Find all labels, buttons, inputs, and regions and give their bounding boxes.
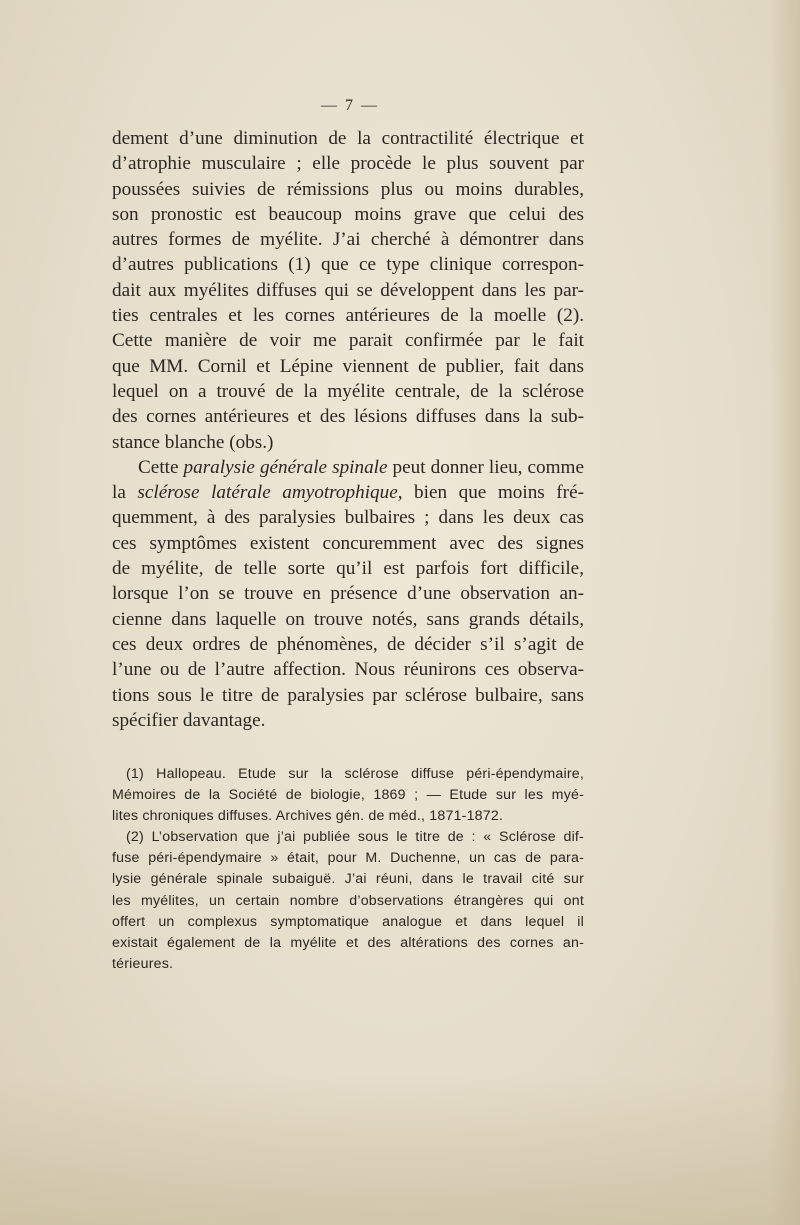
text-line: lorsque l’on se trouve en présence d’une observation an-: [112, 583, 584, 605]
text-line: [112, 455, 584, 480]
paragraph-1: [112, 126, 584, 455]
emphasis-text: paralysie générale spinale: [183, 456, 388, 478]
text-line: cienne dans laquelle on trouve notés, sans grands détails,: [112, 608, 584, 630]
footnote-line: térieures.: [112, 955, 174, 972]
text-line: ties centrales et les cornes antérieures de la moelle (2).: [112, 305, 584, 327]
text-line: l’une ou de l’autre affection. Nous réunirons ces observa-: [112, 659, 584, 681]
footnote-line: (1) Hallopeau. Etude sur la sclérose diffuse péri-épendymaire,: [126, 766, 584, 782]
text-line: [112, 480, 584, 505]
text-line: de myélite, de telle sorte qu’il est parfois fort difficile,: [112, 558, 584, 580]
footnote-line: existait également de la myélite et des altérations des cornes an-: [112, 934, 584, 951]
text-line: tions sous le titre de paralysies par sclérose bulbaire, sans: [112, 684, 584, 706]
text-line: poussées suivies de rémissions plus ou moins durables,: [112, 178, 584, 200]
text-fragment: la: [112, 482, 138, 504]
text-line: lequel on a trouvé de la myélite centrale, de la sclérose: [112, 380, 584, 402]
text-line: dait aux myélites diffuses qui se développent dans les par-: [112, 279, 584, 301]
text-fragment: peut donner lieu, comme: [387, 456, 584, 478]
text-fragment: Cette: [138, 456, 184, 478]
text-line: ces deux ordres de phénomènes, de décider s’il s’agit de: [112, 633, 584, 655]
text-line: quemment, à des paralysies bulbaires ; dans les deux cas: [112, 507, 584, 529]
text-line: ces symptômes existent concuremment avec des signes: [112, 532, 584, 554]
text-line: dement d’une diminution de la contractilité électrique et: [112, 128, 584, 149]
footnote-line: (2) L’observation que j’ai publiée sous le titre de : « Sclérose dif-: [126, 829, 584, 846]
footnote-2: [112, 827, 584, 975]
page-number: — 7 —: [321, 97, 379, 114]
text-line: d’atrophie musculaire ; elle procède le plus souvent par: [112, 153, 584, 175]
main-text: [112, 126, 584, 733]
footnote-line: lites chroniques diffuses. Archives gén. de méd., 1871-1872.: [112, 808, 504, 825]
footnotes: [112, 764, 584, 975]
text-line: d’autres publications (1) que ce type clinique correspon-: [112, 254, 584, 276]
footnote-line: lysie générale spinale subaiguë. J’ai réuni, dans le travail cité sur: [112, 871, 584, 888]
footnote-line: offert un complexus symptomatique analogue et dans lequel il: [112, 913, 584, 930]
text-line: des cornes antérieures et des lésions diffuses dans la sub-: [112, 406, 584, 428]
emphasis-text: sclérose latérale amyotrophique: [137, 482, 398, 504]
footnote-line: les myélites, un certain nombre d’observations étrangères qui ont: [112, 892, 584, 909]
footnote-1: [112, 764, 584, 827]
footnote-line: fuse péri-épendymaire » était, pour M. Duchenne, un cas de para-: [112, 850, 584, 867]
text-line: Cette manière de voir me parait confirmée par le fait: [112, 330, 584, 352]
text-line: spécifier davantage.: [112, 709, 266, 731]
paragraph-2: [112, 455, 584, 733]
text-line: stance blanche (obs.): [112, 431, 274, 453]
text-fragment: , bien que moins fré-: [397, 482, 584, 504]
text-line: son pronostic est beaucoup moins grave que celui des: [112, 203, 584, 225]
text-line: que MM. Cornil et Lépine viennent de publier, fait dans: [112, 355, 584, 377]
footnote-line: Mémoires de la Société de biologie, 1869 ; — Etude sur les myé-: [112, 787, 584, 804]
text-line: autres formes de myélite. J’ai cherché à démontrer dans: [112, 229, 584, 251]
